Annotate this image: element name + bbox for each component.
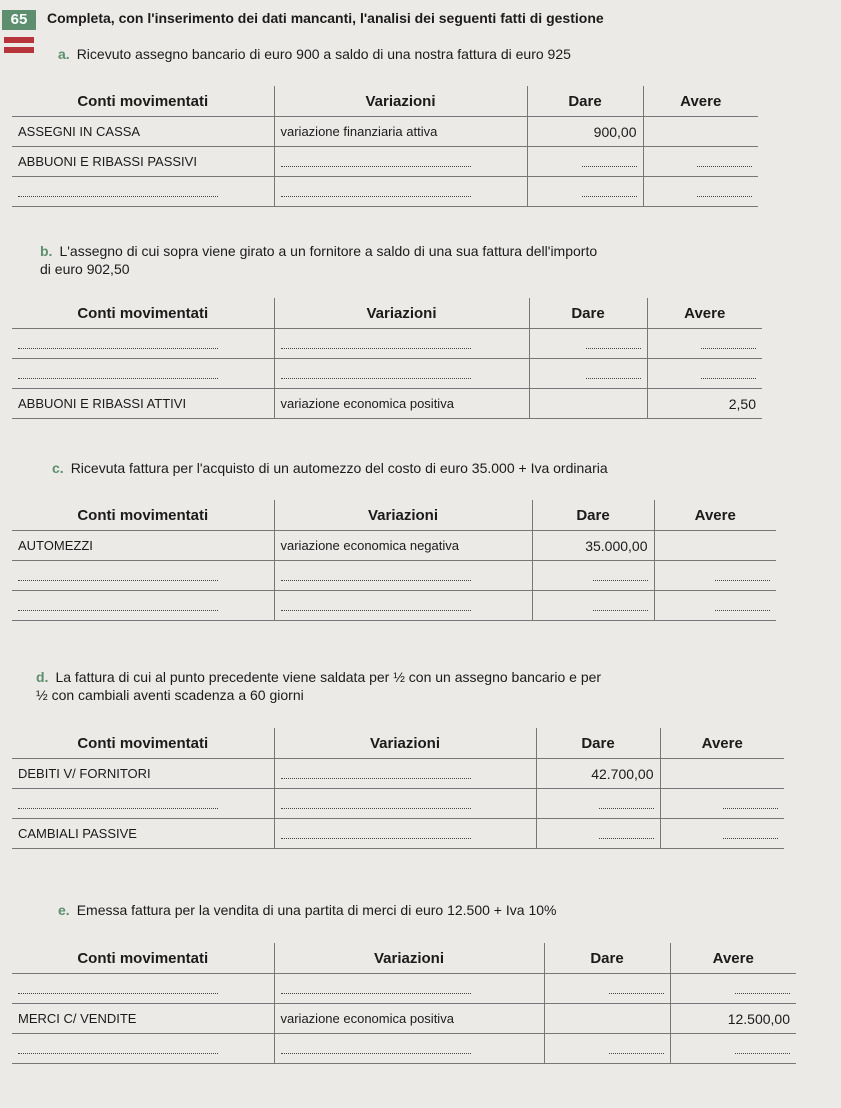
column-header-conto: Conti movimentati: [12, 943, 274, 974]
blank-line: [697, 188, 752, 197]
blank-line: [697, 158, 752, 167]
blank-line: [18, 602, 218, 611]
blank-line: [281, 1045, 471, 1054]
table-header-row: [12, 86, 758, 117]
blank-field-avere[interactable]: [660, 759, 784, 789]
blank-line: [281, 602, 471, 611]
table-row: [12, 974, 796, 1004]
table-row: [12, 329, 762, 359]
item-label: b.: [40, 243, 53, 259]
cell-variazione: variazione economica negativa: [274, 531, 532, 561]
table-header-row: [12, 728, 784, 759]
analysis-table-d: [12, 728, 784, 849]
blank-field-variazione[interactable]: [274, 147, 527, 177]
exercise-title: Completa, con l'inserimento dei dati mancanti, l'analisi dei seguenti fatti di gestione: [47, 10, 604, 26]
column-header-variazione: Variazioni: [274, 943, 544, 974]
item-label: e.: [58, 902, 70, 918]
column-header-conto: Conti movimentati: [12, 86, 274, 117]
cell-variazione: variazione economica positiva: [274, 389, 529, 419]
item-text-e: [58, 901, 556, 919]
blank-line: [281, 158, 471, 167]
blank-line: [701, 370, 756, 379]
blank-field-dare[interactable]: [536, 819, 660, 849]
blank-field-avere[interactable]: [647, 359, 762, 389]
blank-line: [715, 602, 770, 611]
blank-field-conto[interactable]: [12, 789, 274, 819]
blank-field-avere[interactable]: [647, 329, 762, 359]
item-text-b: [40, 242, 597, 278]
blank-line: [18, 800, 218, 809]
column-header-avere: Avere: [654, 500, 776, 531]
column-header-avere: Avere: [670, 943, 796, 974]
column-header-avere: Avere: [647, 298, 762, 329]
blank-field-variazione[interactable]: [274, 359, 529, 389]
decor-bar: [4, 37, 34, 43]
blank-field-avere[interactable]: [654, 531, 776, 561]
table-row: [12, 359, 762, 389]
blank-field-avere[interactable]: [670, 1034, 796, 1064]
cell-variazione: variazione economica positiva: [274, 1004, 544, 1034]
blank-line: [609, 1045, 664, 1054]
column-header-dare: Dare: [527, 86, 643, 117]
table-row: [12, 819, 784, 849]
cell-conto: CAMBIALI PASSIVE: [12, 819, 274, 849]
column-header-conto: Conti movimentati: [12, 298, 274, 329]
blank-line: [582, 158, 637, 167]
item-text-line: Emessa fattura per la vendita di una partita di merci di euro 12.500 + Iva 10%: [76, 902, 557, 918]
blank-line: [281, 370, 471, 379]
blank-line: [723, 830, 778, 839]
blank-field-dare[interactable]: [544, 974, 670, 1004]
blank-line: [281, 830, 471, 839]
blank-field-conto[interactable]: [12, 591, 274, 621]
cell-dare: 35.000,00: [532, 531, 654, 561]
column-header-variazione: Variazioni: [274, 500, 532, 531]
blank-field-conto[interactable]: [12, 561, 274, 591]
blank-line: [735, 985, 790, 994]
blank-field-dare[interactable]: [529, 389, 647, 419]
table-row: [12, 759, 784, 789]
blank-field-avere[interactable]: [654, 591, 776, 621]
blank-field-variazione[interactable]: [274, 974, 544, 1004]
column-header-dare: Dare: [536, 728, 660, 759]
blank-field-avere[interactable]: [660, 819, 784, 849]
blank-line: [599, 830, 654, 839]
analysis-table-a: [12, 86, 758, 207]
cell-conto: ABBUONI E RIBASSI ATTIVI: [12, 389, 274, 419]
blank-line: [723, 800, 778, 809]
decor-bar: [4, 47, 34, 53]
blank-field-avere[interactable]: [643, 177, 758, 207]
blank-line: [18, 1045, 218, 1054]
blank-line: [18, 370, 218, 379]
column-header-variazione: Variazioni: [274, 86, 527, 117]
blank-field-variazione[interactable]: [274, 819, 536, 849]
blank-field-conto[interactable]: [12, 974, 274, 1004]
item-text-line: La fattura di cui al punto precedente viene saldata per ½ con un assegno bancario e per: [55, 669, 602, 685]
item-text-line: Ricevuta fattura per l'acquisto di un automezzo del costo di euro 35.000 + Iva ordinaria: [70, 460, 608, 476]
cell-conto: MERCI C/ VENDITE: [12, 1004, 274, 1034]
exercise-number-badge: 65: [2, 10, 36, 30]
blank-line: [281, 985, 471, 994]
blank-line: [735, 1045, 790, 1054]
blank-field-variazione[interactable]: [274, 1034, 544, 1064]
table-header-row: [12, 943, 796, 974]
blank-line: [18, 188, 218, 197]
blank-field-dare[interactable]: [544, 1034, 670, 1064]
blank-field-variazione[interactable]: [274, 759, 536, 789]
cell-conto: AUTOMEZZI: [12, 531, 274, 561]
item-label: c.: [52, 460, 64, 476]
table-row: [12, 1034, 796, 1064]
table-row: [12, 531, 776, 561]
cell-variazione: variazione finanziaria attiva: [274, 117, 527, 147]
analysis-table-c: [12, 500, 776, 621]
blank-line: [18, 572, 218, 581]
column-header-dare: Dare: [544, 943, 670, 974]
blank-field-conto[interactable]: [12, 177, 274, 207]
table-header-row: [12, 500, 776, 531]
table-row: [12, 389, 762, 419]
blank-line: [586, 370, 641, 379]
analysis-table-b: [12, 298, 762, 419]
column-header-variazione: Variazioni: [274, 298, 529, 329]
table-row: [12, 591, 776, 621]
blank-field-dare[interactable]: [544, 1004, 670, 1034]
blank-line: [715, 572, 770, 581]
table-row: [12, 177, 758, 207]
table-row: [12, 1004, 796, 1034]
blank-field-dare[interactable]: [536, 789, 660, 819]
blank-field-variazione[interactable]: [274, 329, 529, 359]
column-header-conto: Conti movimentati: [12, 500, 274, 531]
column-header-dare: Dare: [529, 298, 647, 329]
blank-field-avere[interactable]: [643, 147, 758, 177]
column-header-avere: Avere: [643, 86, 758, 117]
table-header-row: [12, 298, 762, 329]
cell-conto: ABBUONI E RIBASSI PASSIVI: [12, 147, 274, 177]
blank-field-dare[interactable]: [527, 177, 643, 207]
cell-conto: DEBITI V/ FORNITORI: [12, 759, 274, 789]
item-text-line: ½ con cambiali aventi scadenza a 60 giorni: [36, 687, 304, 703]
blank-field-avere[interactable]: [670, 974, 796, 1004]
blank-field-dare[interactable]: [532, 591, 654, 621]
blank-field-avere[interactable]: [654, 561, 776, 591]
cell-dare: 42.700,00: [536, 759, 660, 789]
blank-field-conto[interactable]: [12, 359, 274, 389]
blank-field-variazione[interactable]: [274, 561, 532, 591]
item-text-a: [58, 45, 571, 63]
item-text-d: [36, 668, 601, 704]
column-header-dare: Dare: [532, 500, 654, 531]
blank-line: [281, 800, 471, 809]
blank-line: [609, 985, 664, 994]
table-row: [12, 117, 758, 147]
blank-line: [599, 800, 654, 809]
blank-field-avere[interactable]: [660, 789, 784, 819]
blank-line: [281, 770, 471, 779]
item-text-line: di euro 902,50: [40, 261, 130, 277]
cell-avere: 12.500,00: [670, 1004, 796, 1034]
item-label: a.: [58, 46, 70, 62]
table-row: [12, 561, 776, 591]
item-text-c: [52, 459, 608, 477]
cell-dare: 900,00: [527, 117, 643, 147]
blank-line: [701, 340, 756, 349]
blank-field-dare[interactable]: [529, 329, 647, 359]
column-header-conto: Conti movimentati: [12, 728, 274, 759]
column-header-variazione: Variazioni: [274, 728, 536, 759]
blank-field-variazione[interactable]: [274, 789, 536, 819]
blank-field-variazione[interactable]: [274, 177, 527, 207]
blank-field-conto[interactable]: [12, 329, 274, 359]
blank-line: [18, 985, 218, 994]
blank-line: [593, 572, 648, 581]
item-label: d.: [36, 669, 49, 685]
blank-line: [582, 188, 637, 197]
blank-line: [593, 602, 648, 611]
blank-field-dare[interactable]: [529, 359, 647, 389]
table-row: [12, 147, 758, 177]
blank-field-conto[interactable]: [12, 1034, 274, 1064]
blank-line: [281, 572, 471, 581]
blank-line: [281, 188, 471, 197]
column-header-avere: Avere: [660, 728, 784, 759]
item-text-line: Ricevuto assegno bancario di euro 900 a saldo di una nostra fattura di euro 925: [76, 46, 571, 62]
blank-line: [586, 340, 641, 349]
table-row: [12, 789, 784, 819]
blank-field-avere[interactable]: [643, 117, 758, 147]
cell-conto: ASSEGNI IN CASSA: [12, 117, 274, 147]
blank-field-dare[interactable]: [527, 147, 643, 177]
blank-line: [18, 340, 218, 349]
cell-avere: 2,50: [647, 389, 762, 419]
item-text-line: L'assegno di cui sopra viene girato a un fornitore a saldo di una sua fattura dell'importo: [59, 243, 598, 259]
blank-field-variazione[interactable]: [274, 591, 532, 621]
blank-line: [281, 340, 471, 349]
blank-field-dare[interactable]: [532, 561, 654, 591]
analysis-table-e: [12, 943, 796, 1064]
